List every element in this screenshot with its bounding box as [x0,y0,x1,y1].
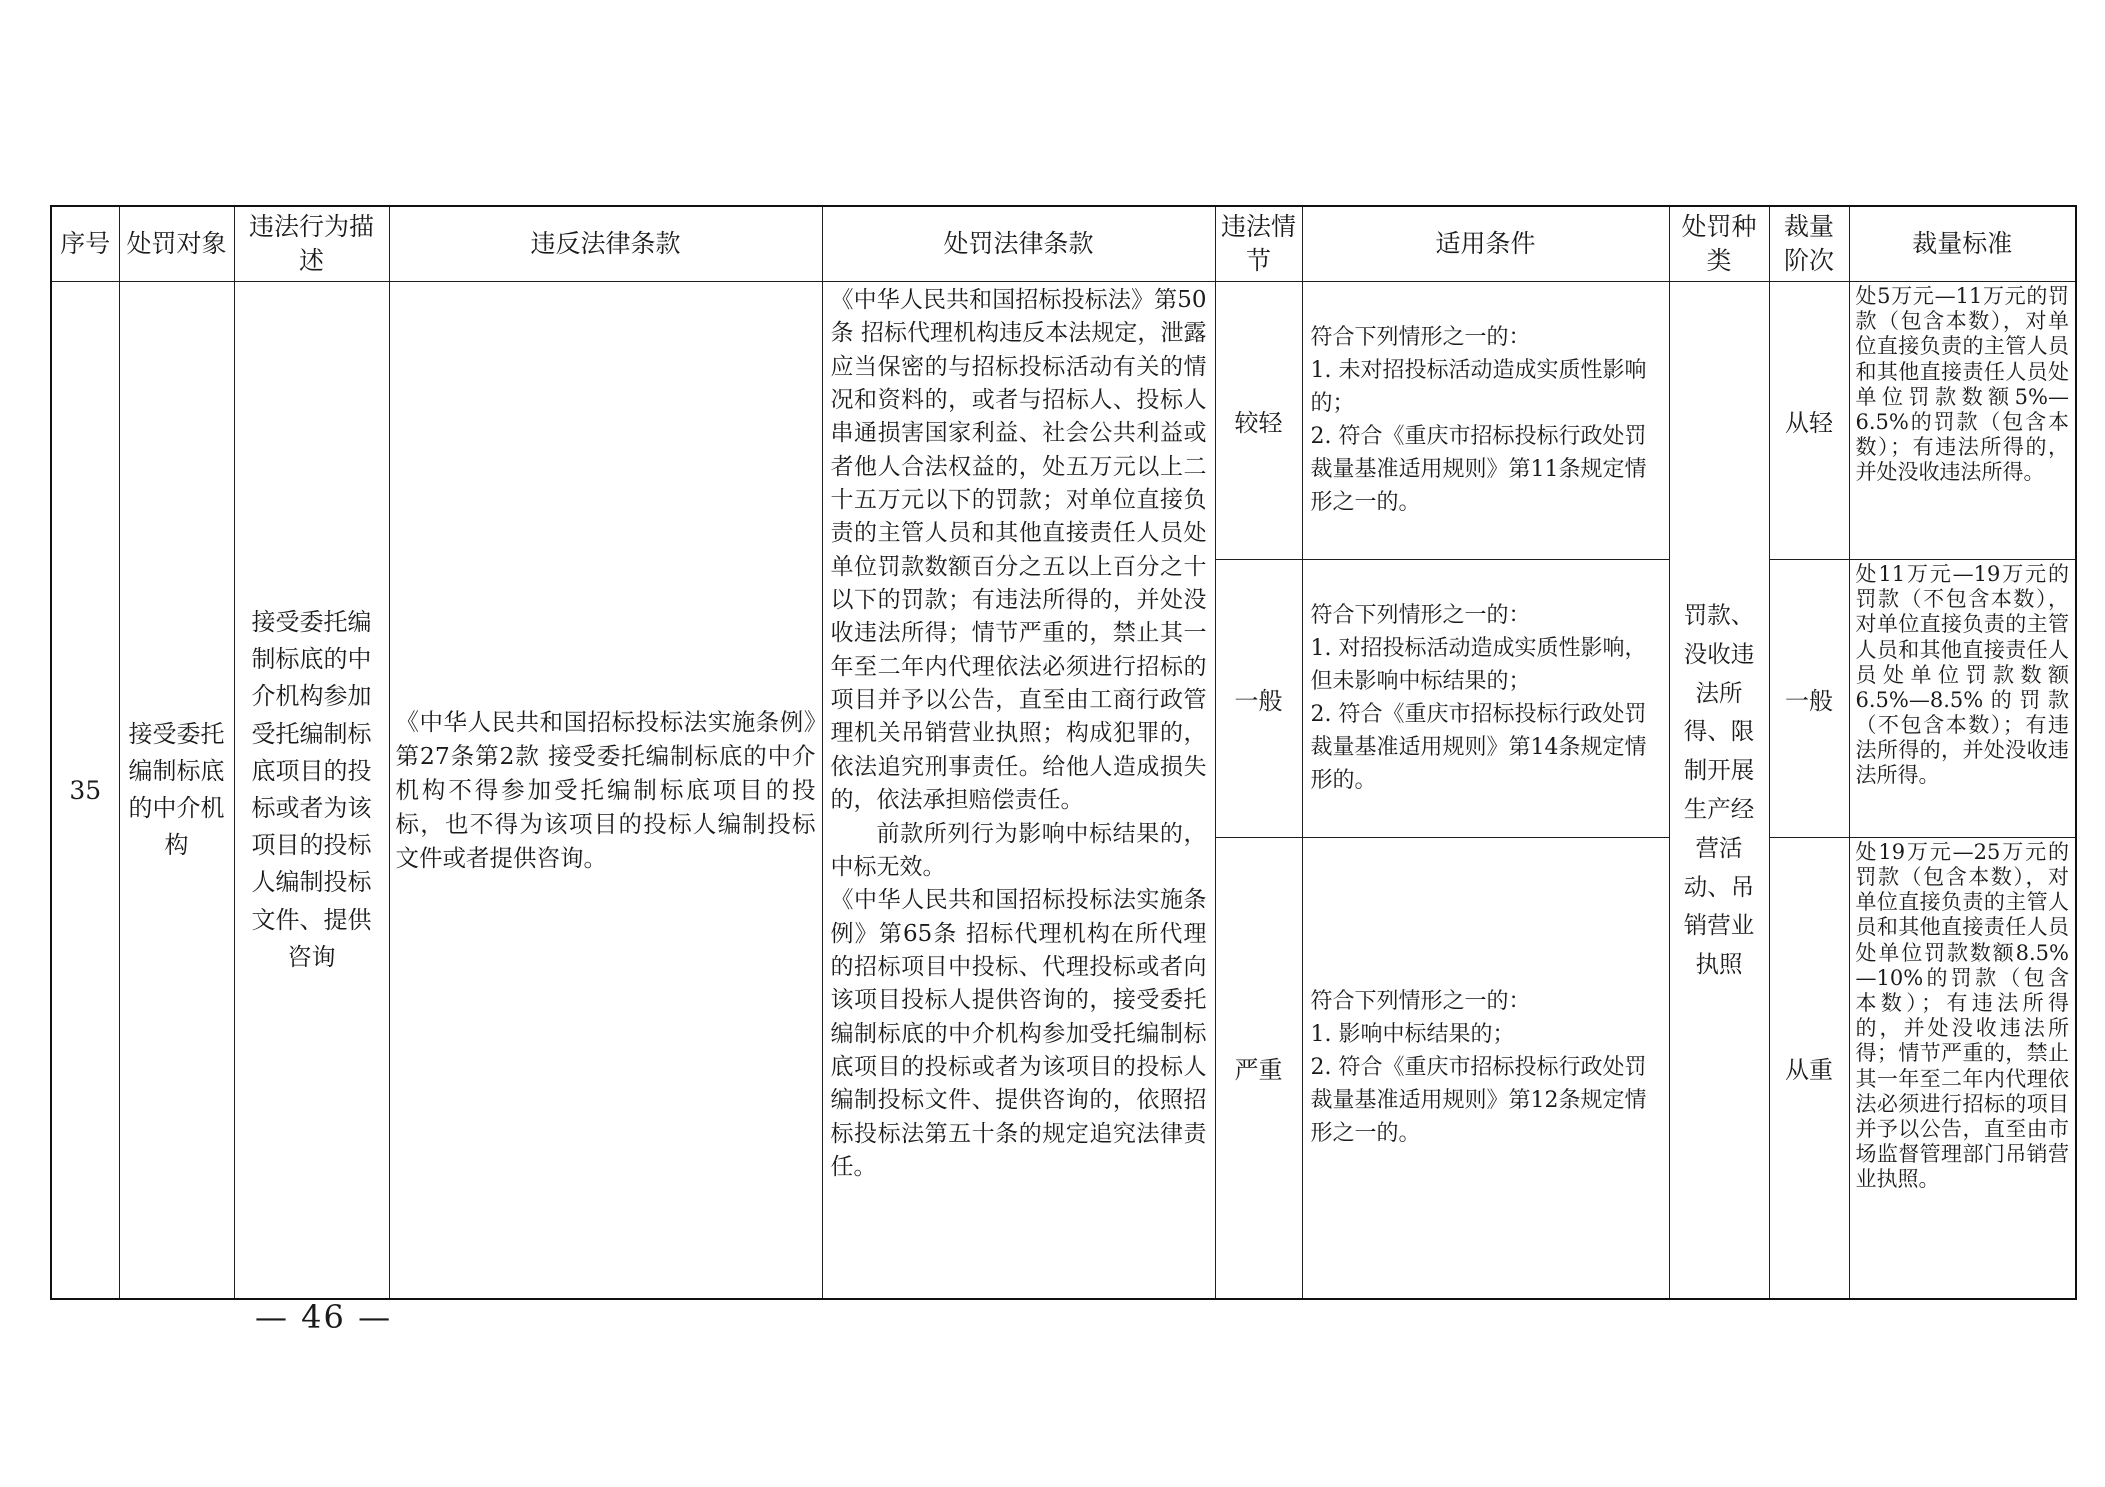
cell-condition-light [1302,282,1669,560]
condition-intro: 符合下列情形之一的： [1310,603,1531,629]
condition-item: 2. 符合《重庆市招标投标行政处罚裁量基准适用规则》第11条规定情形之一的。 [1310,424,1647,516]
cell-object: 接受委托编制标底的中介机构 [119,282,234,1300]
cell-plot-serious: 严重 [1215,837,1302,1299]
condition-intro: 符合下列情形之一的： [1310,989,1531,1015]
header-violated: 违反法律条款 [389,206,822,282]
header-object: 处罚对象 [119,206,234,282]
cell-condition-serious [1302,837,1669,1299]
cell-penalty-law [822,282,1215,1300]
penalty-standard-table [50,205,2077,1300]
cell-standard-normal: 处11万元—19万元的罚款（不包含本数），对单位直接负责的主管人员和其他直接责任人员处单位罚款数额6.5%—8.5%的罚款（不包含本数）；有违法所得的，并处没收违法所得。 [1849,559,2076,837]
cell-act: 接受委托编制标底的中介机构参加受托编制标底项目的投标或者为该项目的投标人编制投标文件、提供咨询 [234,282,389,1300]
condition-item: 1. 未对招投标活动造成实质性影响的； [1310,358,1647,417]
header-level: 裁量阶次 [1769,206,1849,282]
penalty-law-para-2: 前款所列行为影响中标结果的，中标无效。 [830,820,1207,880]
cell-level-serious: 从重 [1769,837,1849,1299]
condition-item: 1. 影响中标结果的； [1310,1022,1515,1048]
table-row [51,282,2076,560]
header-kind: 处罚种类 [1669,206,1769,282]
condition-intro: 符合下列情形之一的： [1310,325,1531,351]
condition-item: 2. 符合《重庆市招标投标行政处罚裁量基准适用规则》第14条规定情形的。 [1310,702,1647,794]
header-standard: 裁量标准 [1849,206,2076,282]
penalty-law-para-3: 《中华人民共和国招标投标法实施条例》第65条 招标代理机构在所代理的招标项目中投标、代理投标或者向该项目投标人提供咨询的，接受委托编制标底的中介机构参加受托编制标底项目的投标或者为该项目的投标人编制投标文件、提供咨询的，依照招标投标法第五十条的规定追究法律责任。 [830,887,1207,1180]
header-seq: 序号 [51,206,119,282]
header-plot: 违法情节 [1215,206,1302,282]
cell-standard-light: 处5万元—11万元的罚款（包含本数），对单位直接负责的主管人员和其他直接责任人员处单位罚款数额5%—6.5%的罚款（包含本数）；有违法所得的，并处没收违法所得。 [1849,282,2076,560]
header-condition: 适用条件 [1302,206,1669,282]
condition-item: 1. 对招投标活动造成实质性影响，但未影响中标结果的； [1310,636,1647,695]
header-penalty-law: 处罚法律条款 [822,206,1215,282]
cell-penalty-kind: 罚款、没收违法所得、限制开展生产经营活动、吊销营业执照 [1669,282,1769,1300]
condition-item: 2. 符合《重庆市招标投标行政处罚裁量基准适用规则》第12条规定情形之一的。 [1310,1055,1647,1147]
cell-seq: 35 [51,282,119,1300]
header-row [51,206,2076,282]
cell-violated-clause: 《中华人民共和国招标投标法实施条例》第27条第2款 接受委托编制标底的中介机构不得参加受托编制标底项目的投标，也不得为该项目的投标人编制投标文件或者提供咨询。 [389,282,822,1300]
cell-level-light: 从轻 [1769,282,1849,560]
cell-plot-light: 较轻 [1215,282,1302,560]
page-number: — 46 — [255,1298,393,1336]
penalty-law-para-1: 《中华人民共和国招标投标法》第50条 招标代理机构违反本法规定，泄露应当保密的与招标投标活动有关的情况和资料的，或者与招标人、投标人串通损害国家利益、社会公共利益或者他人合法权益的，处五万元以上二十五万元以下的罚款；对单位直接负责的主管人员和其他直接责任人员处单位罚款数额百分之五以上百分之十以下的罚款；有违法所得的，并处没收违法所得；情节严重的，禁止其一年至二年内代理依法必须进行招标的项目并予以公告，直至由工商行政管理机关吊销营业执照；构成犯罪的，依法追究刑事责任。给他人造成损失的，依法承担赔偿责任。 [830,287,1207,814]
header-act: 违法行为描述 [234,206,389,282]
cell-plot-normal: 一般 [1215,559,1302,837]
cell-standard-serious: 处19万元—25万元的罚款（包含本数），对单位直接负责的主管人员和其他直接责任人员处单位罚款数额8.5%—10%的罚款（包含本数）；有违法所得的，并处没收违法所得；情节严重的，禁止其一年至二年内代理依法必须进行招标的项目并予以公告，直至由市场监督管理部门吊销营业执照。 [1849,837,2076,1299]
cell-condition-normal [1302,559,1669,837]
cell-level-normal: 一般 [1769,559,1849,837]
